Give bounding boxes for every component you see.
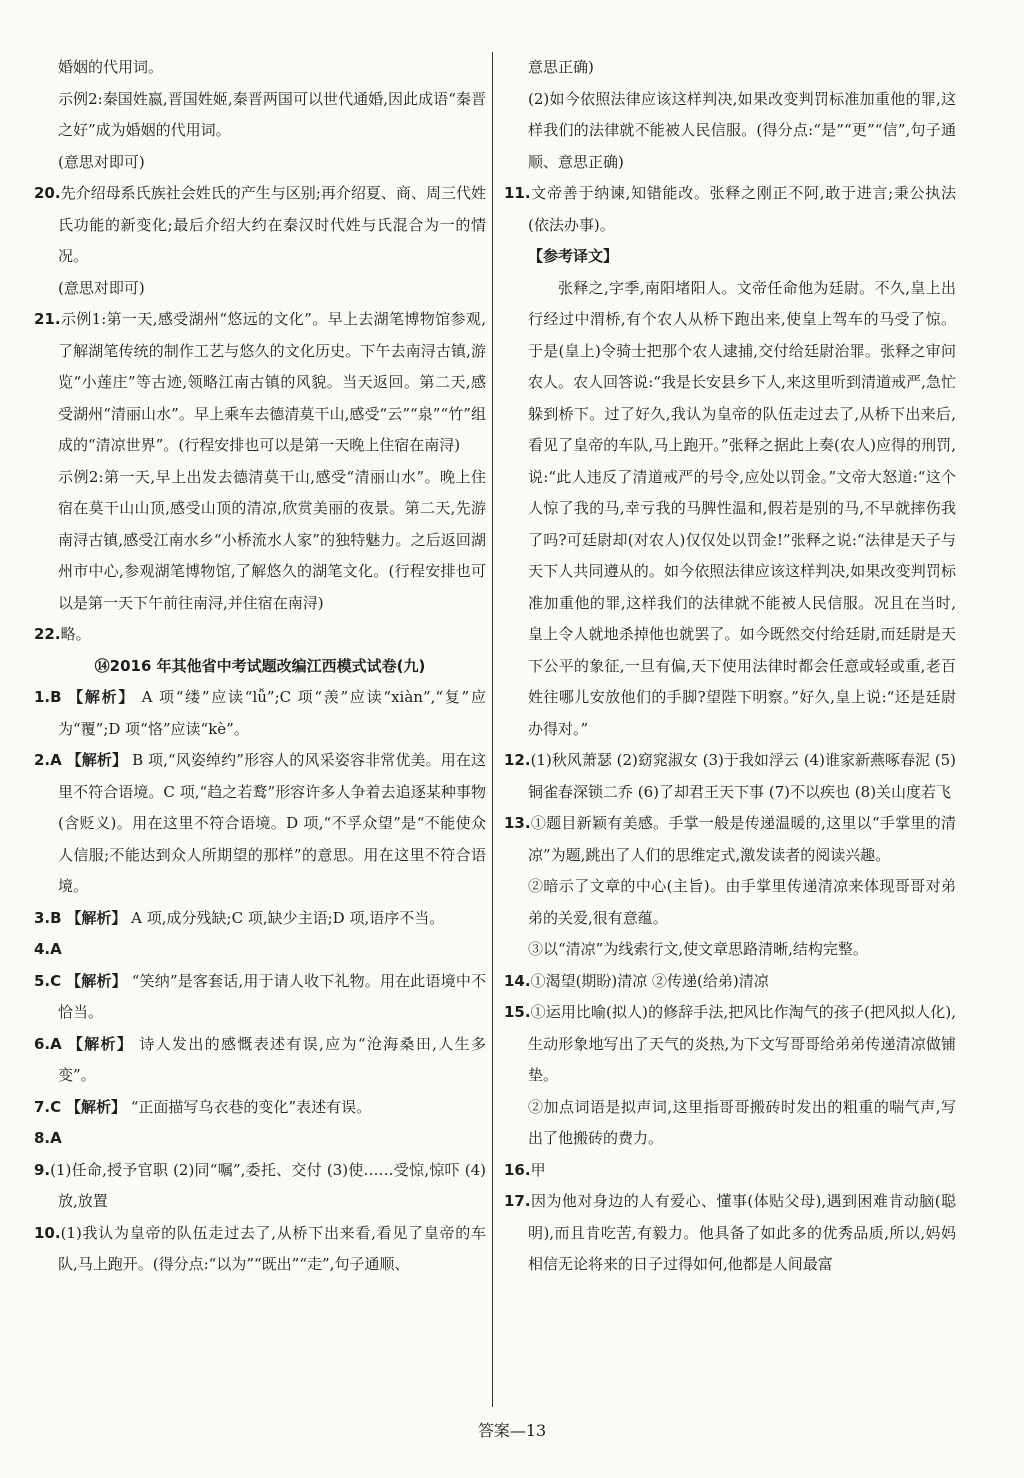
answer-line: (意思对即可) xyxy=(58,278,145,297)
question-12 xyxy=(504,745,956,808)
answer-text: 文帝善于纳谏,知错能改。张释之刚正不阿,敢于进言;秉公执法(依法办事)。 xyxy=(528,184,956,234)
answer-text: ①渴望(期盼)清凉 ②传递(给弟)清凉 xyxy=(530,971,769,990)
analysis-tag: 【解析】 xyxy=(66,908,127,927)
question-number: 10. xyxy=(34,1223,61,1242)
answer-line: (意思对即可) xyxy=(58,152,145,171)
answer-text: 因为他对身边的人有爱心、懂事(体贴父母),遇到困难肯动脑(聪明),而且肯吃苦,有毅力。他具备了如此多的优秀品质,所以,妈妈相信无论将来的日子过得如何,他都是人间最富 xyxy=(528,1192,956,1273)
question-15 xyxy=(504,997,956,1092)
answer-item xyxy=(34,1092,486,1124)
question-16 xyxy=(504,1155,956,1187)
question-20 xyxy=(34,178,486,273)
question-number: 11. xyxy=(504,184,531,202)
answer-choice: A xyxy=(50,940,62,958)
translation-text: 张释之,字季,南阳堵阳人。文帝任命他为廷尉。不久,皇上出行经过中渭桥,有个农人从桥下跑出来,使皇上驾车的马受了惊。于是(皇上)令骑士把那个农人逮捕,交付给廷尉治罪。张释之审问农人。农人回答说:“我是长安县乡下人,来这里听到清道戒严,急忙躲到桥下。过了好久,我认为皇帝的队伍走过去了,从桥下出来后,看见了皇帝的车队,马上跑开。”张释之据此上奏(农人)应得的刑罚,说:“此人违反了清道戒严的号令,应处以罚金。”文帝大怒道:“这个人惊了我的马,幸亏我的马脾性温和,假若是别的马,不早就摔伤我了吗?可廷尉却(对农人)仅仅处以罚金!”张释之说:“法律是天子与天下人共同遵从的。如今依照法律应该这样判决,如果改变判罚标准加重他的罪,这样我们的法律就不能被人民信服。况且在当时,皇上令人就地杀掉他也就罢了。如今既然交付给廷尉,而廷尉是天下公平的象征,一旦有偏,天下使用法律时都会任意或轻或重,老百姓往哪儿安放他们的手脚?望陛下明察。”好久,皇上说:“还是廷尉办得对。” xyxy=(528,278,956,738)
answer-text: (1)秋风萧瑟 (2)窈窕淑女 (3)于我如浮云 (4)谁家新燕啄春泥 (5)铜雀春深锁二乔 (6)了却君王天下事 (7)不以疾也 (8)关山度若飞 xyxy=(528,751,956,801)
answer-item xyxy=(34,1218,486,1281)
answer-text: A 项“缕”应读“lǚ”;C 项“羡”应读“xiàn”,“复”应为“覆”;D 项“恪”应读“kè”。 xyxy=(58,688,486,738)
answer-text: B 项,“风姿绰约”形容人的风采姿容非常优美。用在这里不符合语境。C 项,“趋之若鹜”形容许多人争着去追逐某种事物(含贬义)。用在这里不符合语境。D 项,“不孚众望”是“不能使众人信服;不能达到众人所期望的那样”的意思。用在这里不符合语境。 xyxy=(58,751,486,895)
question-number: 15. xyxy=(504,1003,531,1021)
answer-text: “笑纳”是客套话,用于请人收下礼物。用在此语境中不恰当。 xyxy=(58,971,486,1021)
question-number: 5. xyxy=(34,971,51,990)
answer-item xyxy=(34,934,486,966)
question-21 xyxy=(34,304,486,462)
answer-line: ②暗示了文章的中心(主旨)。由手掌里传递清凉来体现哥哥对弟弟的关爱,很有意蕴。 xyxy=(528,877,956,927)
question-number: 16. xyxy=(504,1160,531,1179)
answer-text: (1)我认为皇帝的队伍走过去了,从桥下出来看,看见了皇帝的车队,马上跑开。(得分点:“以为”“既出”“走”,句子通顺、 xyxy=(58,1223,486,1273)
answer-line: ②加点词语是拟声词,这里指哥哥搬砖时发出的粗重的喘气声,写出了他搬砖的费力。 xyxy=(528,1097,956,1147)
question-number: 14. xyxy=(504,971,531,990)
question-number: 2. xyxy=(34,751,51,769)
question-number: 6. xyxy=(34,1034,51,1053)
answer-item xyxy=(34,903,486,935)
analysis-tag: 【解析】 xyxy=(66,751,128,769)
answer-choice: A xyxy=(50,1129,62,1147)
question-number: 3. xyxy=(34,908,51,927)
answer-text: ①题目新颖有美感。手掌一般是传递温暖的,这里以“手掌里的清凉”为题,跳出了人们的思维定式,激发读者的阅读兴趣。 xyxy=(528,814,956,864)
page-footer: 答案—13 xyxy=(477,1421,547,1440)
answer-text: 示例1:第一天,感受湖州“悠远的文化”。早上去湖笔博物馆参观,了解湖笔传统的制作工艺与悠久的文化历史。下午去南浔古镇,游览“小莲庄”等古迹,领略江南古镇的风貌。当天返回。第二天,感受湖州“清丽山水”。早上乘车去德清莫干山,感受“云”“泉”“竹”组成的“清凉世界”。(行程安排也可以是第一天晚上住宿在南浔) xyxy=(58,310,486,454)
answer-text: A 项,成分残缺;C 项,缺少主语;D 项,语序不当。 xyxy=(131,908,445,927)
answer-choice: C xyxy=(50,971,62,990)
answer-item xyxy=(34,1029,486,1092)
answer-line: ③以“清凉”为线索行文,使文章思路清晰,结构完整。 xyxy=(528,940,868,958)
answer-text: 略。 xyxy=(60,625,91,643)
question-number: 9. xyxy=(34,1160,51,1179)
answer-item xyxy=(34,1123,486,1155)
question-number: 13. xyxy=(504,814,531,832)
question-number: 12. xyxy=(504,751,531,769)
question-number: 20. xyxy=(34,184,61,202)
column-divider xyxy=(492,52,493,1407)
answer-choice: B xyxy=(50,908,62,927)
answer-text: 先介绍母系氏族社会姓氏的产生与区别;再介绍夏、商、周三代姓氏功能的新变化;最后介绍大约在秦汉时代姓与氏混合为一的情况。 xyxy=(58,184,486,265)
answer-item xyxy=(34,1155,486,1218)
question-17 xyxy=(504,1186,956,1281)
answer-line: 婚姻的代用词。 xyxy=(58,58,164,76)
question-number: 4. xyxy=(34,940,51,958)
answer-text: 诗人发出的感慨表述有误,应为“沧海桑田,人生多变”。 xyxy=(58,1034,486,1084)
answer-item xyxy=(34,966,486,1029)
analysis-tag: 【解析】 xyxy=(67,1034,134,1053)
question-number: 17. xyxy=(504,1192,531,1210)
answer-text: ①运用比喻(拟人)的修辞手法,把风比作淘气的孩子(把风拟人化),生动形象地写出了天气的炎热,为下文写哥哥给弟弟传递清凉做铺垫。 xyxy=(528,1003,956,1084)
answer-item xyxy=(34,682,486,745)
question-number: 8. xyxy=(34,1129,51,1147)
question-22 xyxy=(34,619,486,651)
question-13 xyxy=(504,808,956,871)
answer-choice: A xyxy=(50,1034,62,1053)
translation-heading: 【参考译文】 xyxy=(528,247,619,265)
right-column xyxy=(504,52,956,1281)
analysis-tag: 【解析】 xyxy=(66,971,127,990)
answer-text: “正面描写乌衣巷的变化”表述有误。 xyxy=(130,1097,372,1116)
answer-choice: A xyxy=(50,751,62,769)
answer-text: (1)任命,授予官职 (2)同“嘱”,委托、交付 (3)使……受惊,惊吓 (4)放,放置 xyxy=(50,1160,486,1210)
analysis-tag: 【解析】 xyxy=(68,688,136,706)
answer-line: 意思正确) xyxy=(528,58,594,76)
question-11 xyxy=(504,178,956,241)
question-14 xyxy=(504,966,956,998)
question-number: 1. xyxy=(34,688,51,706)
answer-line: 示例2:秦国姓嬴,晋国姓姬,秦晋两国可以世代通婚,因此成语“秦晋之好”成为婚姻的代用词。 xyxy=(58,89,486,139)
answer-list xyxy=(34,682,486,1281)
section-heading: ⑭2016 年其他省中考试题改编江西模式试卷(九) xyxy=(94,656,426,675)
answer-item xyxy=(34,745,486,903)
answer-line: 示例2:第一天,早上出发去德清莫干山,感受“清丽山水”。晚上住宿在莫干山山顶,感受山顶的清凉,欣赏美丽的夜景。第二天,先游南浔古镇,感受江南水乡“小桥流水人家”的独特魅力。之后返回湖州市中心,参观湖笔博物馆,了解悠久的湖笔文化。(行程安排也可以是第一天下午前往南浔,并住宿在南浔) xyxy=(58,467,486,612)
answer-line: (2)如今依照法律应该这样判决,如果改变判罚标准加重他的罪,这样我们的法律就不能被人民信服。(得分点:“是”“更”“信”,句子通顺、意思正确) xyxy=(528,89,956,171)
question-number: 7. xyxy=(34,1097,51,1116)
answer-text: 甲 xyxy=(530,1160,546,1179)
answer-choice: C xyxy=(50,1097,62,1116)
answer-choice: B xyxy=(50,688,62,706)
question-number: 21. xyxy=(34,310,61,328)
left-column xyxy=(34,52,486,1281)
analysis-tag: 【解析】 xyxy=(65,1097,126,1116)
question-number: 22. xyxy=(34,625,61,643)
